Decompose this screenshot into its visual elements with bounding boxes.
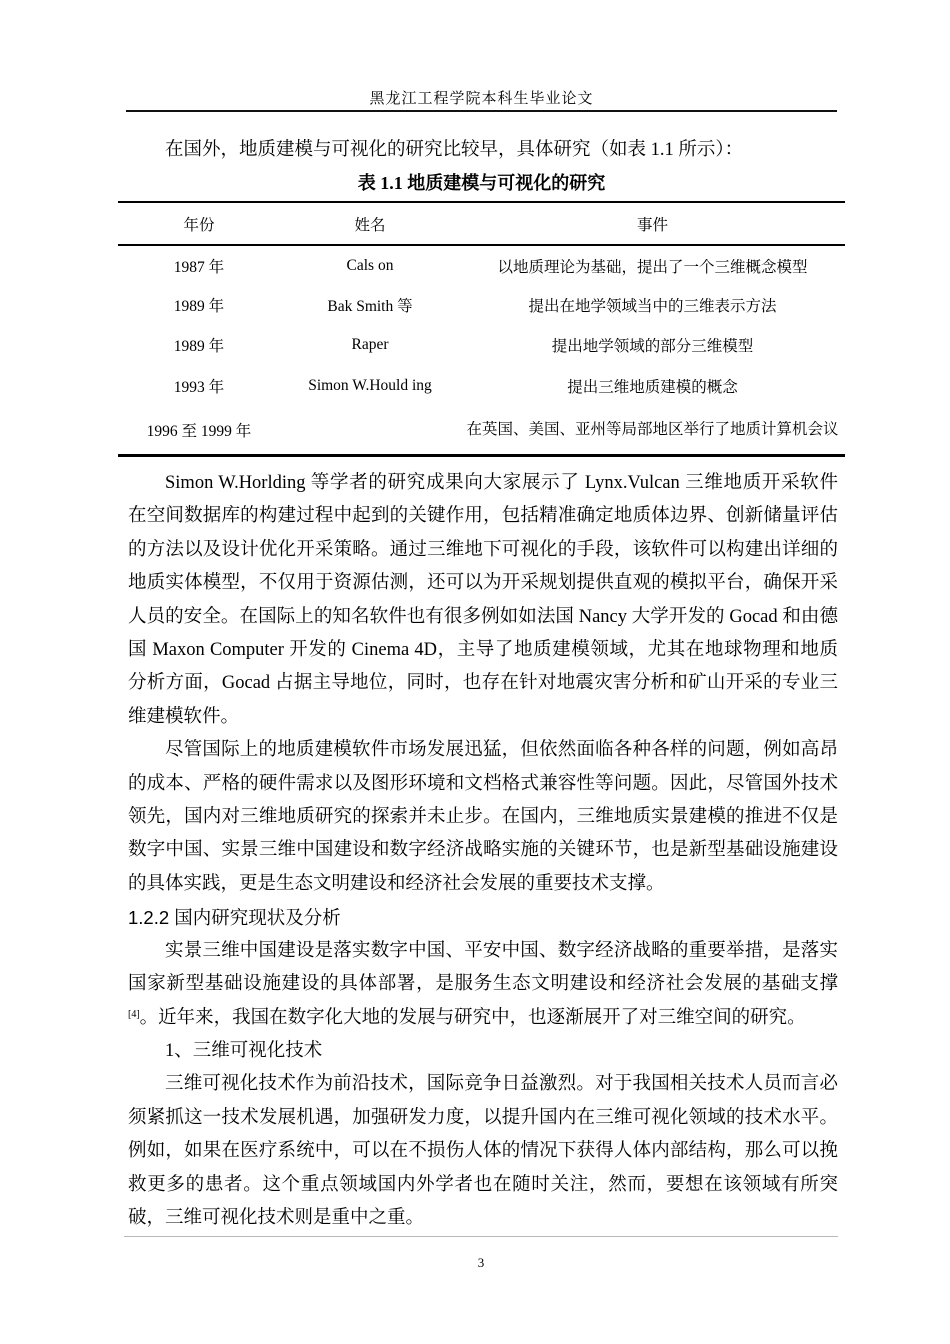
footer-divider	[124, 1236, 838, 1237]
cell-name	[280, 406, 460, 453]
cell-name: Raper	[351, 336, 389, 354]
subheading-3d-visualization: 1、三维可视化技术	[165, 1040, 323, 1061]
table-row	[118, 244, 845, 285]
table-row	[118, 285, 845, 326]
cell-event-text: 在英国、美国、亚州等局部地区举行了地质计算机会议	[466, 420, 839, 438]
paragraph-foreign-software: Simon W.Horlding 等学者的研究成果向大家展示了 Lynx.Vulcan 三维地质开采软件在空间数据库的构建过程中起到的关键作用，包括精准确定地质体边界、创新储量评估的方法以及设计优化开采策略。通过三维地下可视化的手段，该软件可以构建出详细的地质实体模型，不仅用于资源估测，还可以为开采规划提供直观的模拟平台，确保开采人员的安全。在国际上的知名软件也有很多例如如法国 Nancy 大学开发的 Gocad 和由德国 Maxon Computer 开发的 Cinema 4D，主导了地质建模领域，尤其在地球物理和地质分析方面，Gocad 占据主导地位，同时，也存在针对地震灾害分析和矿山开采的专业三维建模软件。	[128, 473, 838, 727]
cell-event: 提出在地学领域当中的三维表示方法	[528, 297, 777, 315]
cell-year: 1989 年	[173, 338, 225, 356]
body-content	[128, 467, 838, 1235]
cell-name: Cals on	[346, 256, 394, 274]
table-bottom-rule	[118, 454, 845, 457]
table-caption: 表 1.1 地质建模与可视化的研究	[357, 173, 606, 193]
table-row	[118, 325, 845, 366]
cell-event: 以地质理论为基础，提出了一个三维概念模型	[497, 258, 808, 276]
cell-year: 1993 年	[173, 378, 225, 396]
header-divider	[126, 110, 837, 112]
table-row	[118, 406, 845, 453]
cell-year: 1989 年	[173, 297, 225, 315]
cell-event: 提出三维地质建模的概念	[567, 378, 738, 396]
research-table	[118, 203, 845, 453]
column-header-name: 姓名	[354, 216, 386, 234]
page-number: 3	[477, 1255, 485, 1270]
cell-year: 1987 年	[173, 258, 225, 276]
cell-name: Simon W.Hould ing	[308, 376, 432, 394]
cell-year: 1996 至 1999 年	[146, 422, 252, 440]
table-header-row	[118, 203, 845, 244]
citation-reference[interactable]: [4]	[128, 1008, 140, 1020]
table-row	[118, 366, 845, 407]
page-header-title: 黑龙江工程学院本科生毕业论文	[369, 91, 594, 107]
intro-paragraph: 在国外，地质建模与可视化的研究比较早，具体研究（如表 1.1 所示）：	[165, 140, 744, 160]
paragraph-realistic-3d-china	[128, 935, 838, 1035]
paragraph-domestic-exploration: 尽管国际上的地质建模软件市场发展迅猛，但依然面临各种各样的问题，例如高昂的成本、严格的硬件需求以及图形环境和文档格式兼容性等问题。因此，尽管国外技术领先，国内对三维地质研究的探索并未止步。在国内，三维地质实景建模的推进不仅是数字中国、实景三维中国建设和数字经济战略实施的关键环节，也是新型基础设施建设的具体实践，更是生态文明建设和经济社会发展的重要技术支撑。	[128, 740, 838, 894]
paragraph-text: 。近年来，我国在数字化大地的发展与研究中，也逐渐展开了对三维空间的研究。	[139, 1007, 806, 1028]
section-heading: 1.2.2 国内研究现状及分析	[128, 907, 341, 929]
cell-event	[460, 406, 845, 453]
column-header-year: 年份	[183, 216, 215, 234]
paragraph-3d-visualization: 三维可视化技术作为前沿技术，国际竞争日益激烈。对于我国相关技术人员而言必须紧抓这一技术发展机遇，加强研发力度，以提升国内在三维可视化领域的技术水平。例如，如果在医疗系统中，可以在不损伤人体的情况下获得人体内部结构，那么可以挽救更多的患者。这个重点领域国内外学者也在随时关注，然而，要想在该领域有所突破，三维可视化技术则是重中之重。	[128, 1074, 838, 1228]
cell-event: 提出地学领域的部分三维模型	[551, 338, 754, 356]
column-header-event: 事件	[636, 216, 668, 234]
paragraph-text: 实景三维中国建设是落实数字中国、平安中国、数字经济战略的重要举措，是落实国家新型基础设施建设的具体部署，是服务生态文明建设和经济社会发展的基础支撑	[128, 940, 838, 995]
cell-name: Bak Smith 等	[327, 297, 413, 315]
